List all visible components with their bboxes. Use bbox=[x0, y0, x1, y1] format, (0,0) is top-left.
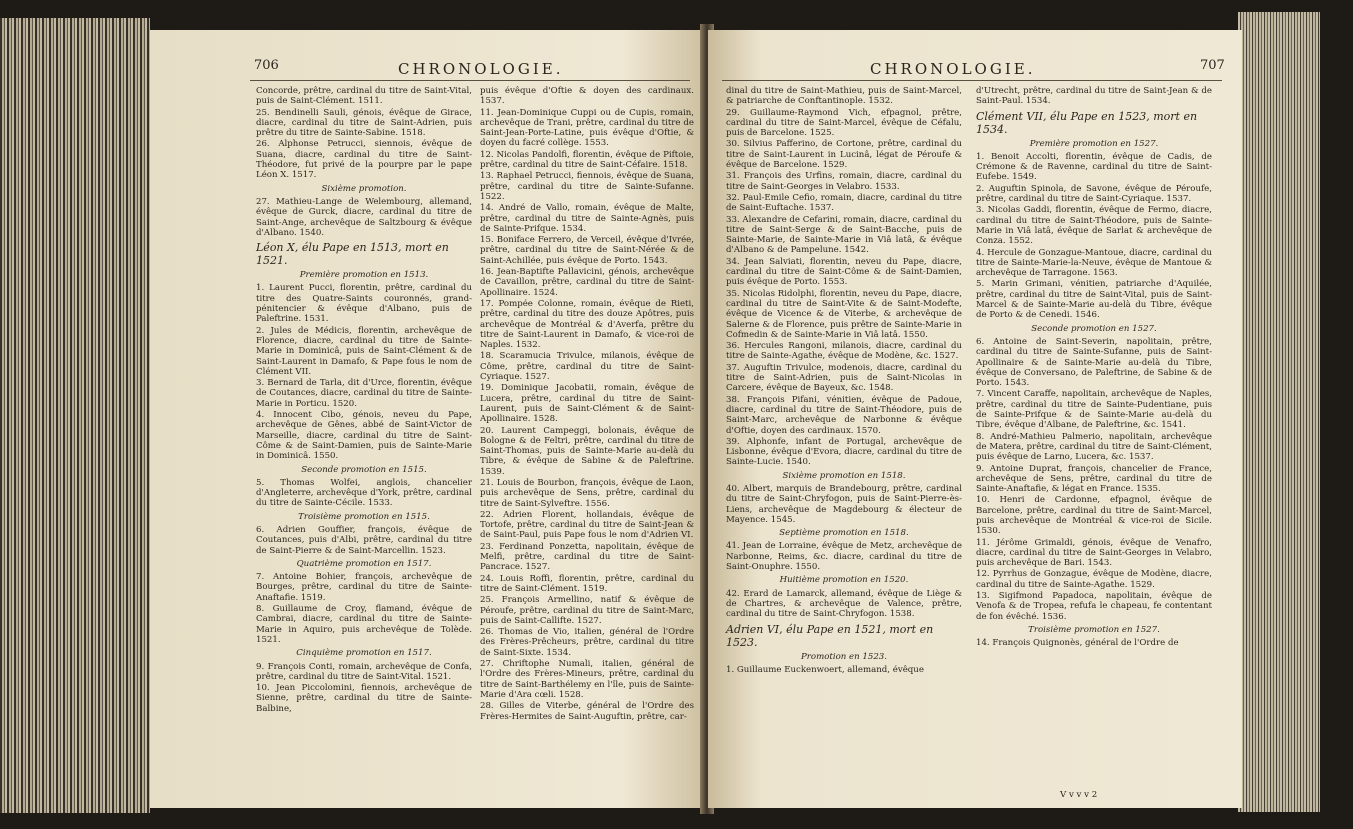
left-column-2 bbox=[480, 86, 694, 723]
entry-paragraph: 17. Pompée Colonne, romain, évêque de Rieti, prêtre, cardinal du titre des douze Apôtres, puis archevêque de Montréal & d'Averfa, prêtre du titre de Saint-Laurent in Damafo, & vice-roi de Naples. 1532. bbox=[480, 298, 694, 351]
entry-paragraph: 31. François des Urfins, romain, diacre, cardinal du titre de Saint-Georges in Velabro. 1533. bbox=[726, 171, 962, 192]
promotion-heading: Septième promotion en 1518. bbox=[779, 528, 909, 539]
entry-paragraph: 36. Hercules Rangoni, milanois, diacre, cardinal du titre de Sainte-Agathe, évêque de Modène, &c. 1527. bbox=[726, 341, 962, 362]
entry-paragraph: 22. Adrien Florent, hollandais, évêque de Tortofe, prêtre, cardinal du titre de Saint-Jean & de Saint-Paul, puis Pape fous le nom d'Adrien VI. bbox=[480, 509, 694, 541]
entry-paragraph: 8. André-Mathieu Palmerio, napolitain, archevêque de Matera, prêtre, cardinal du titre de Saint-Clément, puis évêque de Larno, Lucera, &c. 1537. bbox=[976, 431, 1212, 463]
entry-paragraph: 15. Boniface Ferrero, de Verceil, évêque d'Ivrée, prêtre, cardinal du titre de Saint-Nérée & de Saint-Achillée, puis évêque de Porto. 1543. bbox=[480, 235, 694, 266]
right-header-rule bbox=[722, 80, 1222, 81]
promotion-heading: Troisième promotion en 1527. bbox=[1028, 624, 1160, 635]
entry-paragraph: 3. Nicolas Gaddi, florentin, évêque de Fermo, diacre, cardinal du titre de Saint-Théodore, puis de Sainte-Marie in Viâ latâ, évêque de Sarlat & archevêque de Conza. 1552. bbox=[976, 205, 1212, 247]
entry-paragraph: 13. Sigifmond Papadoca, napolitain, évêque de Venofa & de Tropea, refufa le chapeau, fe contentant de fon évêché. 1536. bbox=[976, 591, 1212, 622]
entry-paragraph: Concorde, prêtre, cardinal du titre de Saint-Vital, puis de Saint-Clément. 1511. bbox=[256, 86, 472, 107]
entry-paragraph: 38. François Pifani, vénitien, évêque de Padoue, diacre, cardinal du titre de Saint-Théodore, puis de Saint-Marc, archevêque de Narbonne & évêque d'Oftie, doyen des cardinaux. 1570. bbox=[726, 394, 962, 436]
entry-paragraph: 12. Nicolas Pandolfi, florentin, évêque de Piftoie, prêtre, cardinal du titre de Saint-Céfaire. 1518. bbox=[480, 149, 694, 171]
entry-paragraph: 18. Scaramucia Trivulce, milanois, évêque de Côme, prêtre, cardinal du titre de Saint-Cyriaque. 1527. bbox=[480, 351, 694, 383]
entry-paragraph: 1. Benoit Accolti, florentin, évêque de Cadis, de Crémone & de Ravenne, cardinal du titre de Saint-Eufebe. 1549. bbox=[976, 151, 1212, 183]
entry-paragraph: d'Utrecht, prêtre, cardinal du titre de Saint-Jean & de Saint-Paul. 1534. bbox=[976, 86, 1212, 107]
entry-paragraph: 1. Guillaume Euckenwoert, allemand, évêque bbox=[726, 664, 924, 675]
entry-paragraph: 26. Alphonse Petrucci, siennois, évêque de Suana, diacre, cardinal du titre de Saint-Théodore, fut privé de la pourpre par le pape Léon X. 1517. bbox=[256, 139, 472, 181]
entry-paragraph: 21. Louis de Bourbon, françois, évêque de Laon, puis archevêque de Sens, prêtre, cardinal du titre de Saint-Sylveftre. 1556. bbox=[480, 477, 694, 509]
entry-paragraph: 35. Nicolas Ridolphi, florentin, neveu du Pape, diacre, cardinal du titre de Saint-Vite & de Saint-Modefte, évêque de Vicence & de Viterbe, & archevêque de Salerne & de Florence, puis prêtre de Sainte-Marie in Cofmedin & de Sainte-Marie in Viâ latâ. 1550. bbox=[726, 288, 962, 340]
entry-paragraph: 26. Thomas de Vio, italien, général de l'Ordre des Frères-Prêcheurs, prêtre, cardinal du titre de Saint-Sixte. 1534. bbox=[480, 627, 694, 658]
entry-paragraph: 25. Bendinelli Sauli, génois, évêque de Girace, diacre, cardinal du titre de Saint-Adrien, puis prêtre du titre de Sainte-Sabine. 1518. bbox=[256, 107, 472, 139]
entry-paragraph: 29. Guillaume-Raymond Vich, efpagnol, prêtre, cardinal du titre de Saint-Marcel, évêque de Céfalu, puis de Barcelone. 1525. bbox=[726, 107, 962, 139]
entry-paragraph: 6. Antoine de Saint-Severin, napolitain, prêtre, cardinal du titre de Sainte-Sufanne, puis de Saint-Apollinaire & de Sainte-Marie au-delà du Tibre, évêque de Conversano, de Paleftrine, de Sabine & de Porto. 1543. bbox=[976, 336, 1212, 389]
right-page-edges bbox=[1238, 12, 1320, 812]
promotion-heading: Sixième promotion en 1518. bbox=[782, 470, 906, 481]
entry-paragraph: 20. Laurent Campeggi, bolonais, évêque de Bologne & de Feltri, prêtre, cardinal du titre de Saint-Thomas, puis de Sainte-Marie au-delà du Tibre, & évêque de Sabine & de Paleftrine. 1539. bbox=[480, 425, 694, 477]
entry-paragraph: 23. Ferdinand Ponzetta, napolitain, évêque de Melfi, prêtre, cardinal du titre de Saint-Pancrace. 1527. bbox=[480, 541, 694, 573]
entry-paragraph: 5. Thomas Wolfei, anglois, chancelier d'Angleterre, archevêque d'York, prêtre, cardinal du titre de Sainte-Cécile. 1533. bbox=[256, 477, 472, 509]
entry-paragraph: 6. Adrien Gouffier, françois, évêque de Coutances, puis d'Albi, prêtre, cardinal du titre de Saint-Pierre & de Saint-Marcellin. 1523. bbox=[256, 524, 472, 556]
right-page-number: 707 bbox=[1200, 58, 1225, 73]
entry-paragraph: 12. Pyrrhus de Gonzague, évêque de Modène, diacre, cardinal du titre de Sainte-Agathe. 1529. bbox=[976, 569, 1212, 590]
entry-paragraph: 11. Jean-Dominique Cuppi ou de Cupis, romain, archevêque de Trani, prêtre, cardinal du titre de Saint-Jean-Porte-Latine, puis évêque d'Oftie, & doyen du facré collège. 1553. bbox=[480, 107, 694, 149]
entry-paragraph: 7. Vincent Caraffe, napolitain, archevêque de Naples, prêtre, cardinal du titre de Sainte-Pudentiane, puis de Sainte-Prifque & de Sainte-Marie au-delà du Tibre, évêque d'Albane, de Paleftrine, &c. 1541. bbox=[976, 389, 1212, 431]
entry-paragraph: 24. Louis Roffi, florentin, prêtre, cardinal du titre de Saint-Clément. 1519. bbox=[480, 573, 694, 594]
entry-paragraph: 10. Jean Piccolomini, fiennois, archevêque de Sienne, prêtre, cardinal du titre de Sainte-Balbine, bbox=[256, 683, 472, 714]
entry-paragraph: 9. Antoine Duprat, françois, chancelier de France, archevêque de Sens, prêtre, cardinal du titre de Sainte-Anaftafie, & légat en France. 1535. bbox=[976, 463, 1212, 495]
entry-paragraph: 11. Jérôme Grimaldi, génois, évêque de Venafro, diacre, cardinal du titre de Saint-Georges in Velabro, puis archevêque de Bari. 1543. bbox=[976, 537, 1212, 569]
entry-paragraph: 4. Innocent Cibo, génois, neveu du Pape, archevêque de Gênes, abbé de Saint-Victor de Marseille, diacre, cardinal du titre de Saint-Côme & de Saint-Damien, puis de Sainte-Marie in Dominicâ. 1550. bbox=[256, 410, 472, 462]
right-page bbox=[708, 30, 1242, 808]
promotion-heading: Quatrième promotion en 1517. bbox=[296, 558, 432, 569]
entry-paragraph: 16. Jean-Baptifte Pallavicini, génois, archevêque de Cavaillon, prêtre, cardinal du titre de Saint-Apollinaire. 1524. bbox=[480, 267, 694, 298]
promotion-heading: Troisième promotion en 1515. bbox=[298, 511, 430, 522]
entry-paragraph: 2. Jules de Médicis, florentin, archevêque de Florence, diacre, cardinal du titre de Sainte-Marie in Dominicâ, puis de Saint-Clément & de Saint-Laurent in Damafo, & Pape fous le nom de Clément VII. bbox=[256, 325, 472, 377]
entry-paragraph: 42. Erard de Lamarck, allemand, évêque de Liège & de Chartres, & archevêque de Valence, prêtre, cardinal du titre de Saint-Chryfogon. 1538. bbox=[726, 588, 962, 620]
promotion-heading: Seconde promotion en 1527. bbox=[1031, 323, 1157, 334]
promotion-heading: Seconde promotion en 1515. bbox=[301, 464, 427, 475]
entry-paragraph: 3. Bernard de Tarla, dit d'Urce, florentin, évêque de Coutances, diacre, cardinal du titre de Sainte-Marie in Porticu. 1520. bbox=[256, 378, 472, 409]
entry-paragraph: 14. François Quignonès, général de l'Ordre de bbox=[976, 638, 1179, 649]
promotion-heading: Sixième promotion. bbox=[321, 183, 407, 194]
entry-paragraph: 34. Jean Salviati, florentin, neveu du Pape, diacre, cardinal du titre de Saint-Côme & de Saint-Damien, puis évêque de Porto. 1553. bbox=[726, 256, 962, 288]
right-running-head: CHRONOLOGIE. bbox=[870, 60, 1036, 78]
left-page-edges bbox=[0, 18, 150, 813]
pope-heading: Clément VII, élu Pape en 1523, mort en 1534. bbox=[976, 109, 1198, 136]
entry-paragraph: 28. Gilles de Viterbe, général de l'Ordre des Frères-Hermites de Saint-Auguftin, prêtre, car- bbox=[480, 701, 694, 722]
promotion-heading: Cinquième promotion en 1517. bbox=[296, 648, 432, 659]
entry-paragraph: 8. Guillaume de Croy, flamand, évêque de Cambrai, diacre, cardinal du titre de Sainte-Marie in Aquiro, puis archevêque de Tolède. 1521. bbox=[256, 604, 472, 645]
right-column-1 bbox=[726, 86, 962, 676]
entry-paragraph: 30. Silvius Pafferino, de Cortone, prêtre, cardinal du titre de Saint-Laurent in Lucinâ, légat de Péroufe & évêque de Barcelone. 1529. bbox=[726, 139, 962, 171]
left-running-head: CHRONOLOGIE. bbox=[398, 60, 564, 78]
entry-paragraph: puis évêque d'Oftie & doyen des cardinaux. 1537. bbox=[480, 86, 694, 107]
entry-paragraph: 40. Albert, marquis de Brandebourg, prêtre, cardinal du titre de Saint-Chryfogon, puis de Saint-Pierre-ès-Liens, archevêque de Magdebourg & électeur de Mayence. 1545. bbox=[726, 483, 962, 525]
right-column-2 bbox=[976, 86, 1212, 650]
pope-heading: Léon X, élu Pape en 1513, mort en 1521. bbox=[256, 241, 449, 268]
entry-paragraph: 10. Henri de Cardonne, efpagnol, évêque de Barcelone, prêtre, cardinal du titre de Saint-Marcel, puis archevêque de Montréal & vice-roi de Sicile. 1530. bbox=[976, 495, 1212, 537]
pope-heading: Adrien VI, élu Pape en 1521, mort en 1523. bbox=[726, 622, 934, 649]
left-page bbox=[150, 30, 706, 808]
entry-paragraph: 14. André de Vallo, romain, évêque de Malte, prêtre, cardinal du titre de Sainte-Agnès, puis de Sainte-Prifque. 1534. bbox=[480, 203, 694, 234]
entry-paragraph: 9. François Conti, romain, archevêque de Confa, prêtre, cardinal du titre de Saint-Vital. 1521. bbox=[256, 661, 472, 682]
entry-paragraph: 19. Dominique Jacobatii, romain, évêque de Lucera, prêtre, cardinal du titre de Saint-Laurent, puis de Saint-Clément & de Saint-Apollinaire. 1528. bbox=[480, 383, 694, 425]
entry-paragraph: 4. Hercule de Gonzague-Mantoue, diacre, cardinal du titre de Sainte-Marie-la-Neuve, évêque de Mantoue & archevêque de Tarragone. 1563. bbox=[976, 247, 1212, 279]
promotion-heading: Première promotion en 1527. bbox=[1029, 138, 1159, 149]
promotion-heading: Huitième promotion en 1520. bbox=[779, 575, 909, 586]
entry-paragraph: 39. Alphonfe, infant de Portugal, archevêque de Lisbonne, évêque d'Evora, diacre, cardinal du titre de Sainte-Lucie. 1540. bbox=[726, 436, 962, 468]
entry-paragraph: 25. François Armellino, natif & évêque de Péroufe, prêtre, cardinal du titre de Saint-Marc, puis de Saint-Callifte. 1527. bbox=[480, 595, 694, 626]
entry-paragraph: 27. Mathieu-Lange de Welembourg, allemand, évêque de Gurck, diacre, cardinal du titre de Saint-Ange, archevêque de Saltzbourg & évêque d'Albano. 1540. bbox=[256, 196, 472, 238]
promotion-heading: Première promotion en 1513. bbox=[299, 270, 429, 281]
promotion-heading: Promotion en 1523. bbox=[801, 651, 887, 662]
entry-paragraph: 37. Auguftin Trivulce, modenois, diacre, cardinal du titre de Saint-Adrien, puis de Saint-Nicolas in Carcere, évêque de Bayeux, &c. 1548. bbox=[726, 362, 962, 394]
entry-paragraph: 32. Paul-Emile Cefio, romain, diacre, cardinal du titre de Saint-Euftache. 1537. bbox=[726, 192, 962, 214]
left-column-1 bbox=[256, 86, 472, 715]
signature-mark: V v v v 2 bbox=[1060, 790, 1098, 800]
entry-paragraph: 1. Laurent Pucci, florentin, prêtre, cardinal du titre des Quatre-Saints couronnés, grand-pénitencier & évêque d'Albano, puis de Paleftrine. 1531. bbox=[256, 283, 472, 325]
entry-paragraph: 7. Antoine Bohier, françois, archevêque de Bourges, prêtre, cardinal du titre de Sainte-Anaftafie. 1519. bbox=[256, 572, 472, 603]
entry-paragraph: 41. Jean de Lorraine, évêque de Metz, archevêque de Narbonne, Reims, &c. diacre, cardinal du titre de Saint-Onuphre. 1550. bbox=[726, 541, 962, 573]
entry-paragraph: 13. Raphael Petrucci, fiennois, évêque de Suana, prêtre, cardinal du titre de Sainte-Sufanne. 1522. bbox=[480, 171, 694, 202]
entry-paragraph: dinal du titre de Saint-Mathieu, puis de Saint-Marcel, & patriarche de Conftantinople. 1532. bbox=[726, 86, 962, 107]
entry-paragraph: 5. Marin Grimani, vénitien, patriarche d'Aquilée, prêtre, cardinal du titre de Saint-Vital, puis de Saint-Marcel & de Sainte-Marie au-delà du Tibre, évêque de Porto & de Cenedi. 1546. bbox=[976, 279, 1212, 321]
entry-paragraph: 2. Auguftin Spinola, de Savone, évêque de Péroufe, prêtre, cardinal du titre de Saint-Cyriaque. 1537. bbox=[976, 183, 1212, 205]
entry-paragraph: 33. Alexandre de Cefarini, romain, diacre, cardinal du titre de Saint-Serge & de Saint-Bacche, puis de Sainte-Marie, de Sainte-Marie in Viâ latâ, & évêque d'Albano & de Pampelune. 1542. bbox=[726, 214, 962, 256]
left-page-number: 706 bbox=[254, 58, 279, 73]
entry-paragraph: 27. Chriftophe Numali, italien, général de l'Ordre des Frères-Mineurs, prêtre, cardinal du titre de Saint-Barthélemy en l'île, puis de Sainte-Marie d'Ara cœli. 1528. bbox=[480, 659, 694, 700]
left-header-rule bbox=[250, 80, 690, 81]
